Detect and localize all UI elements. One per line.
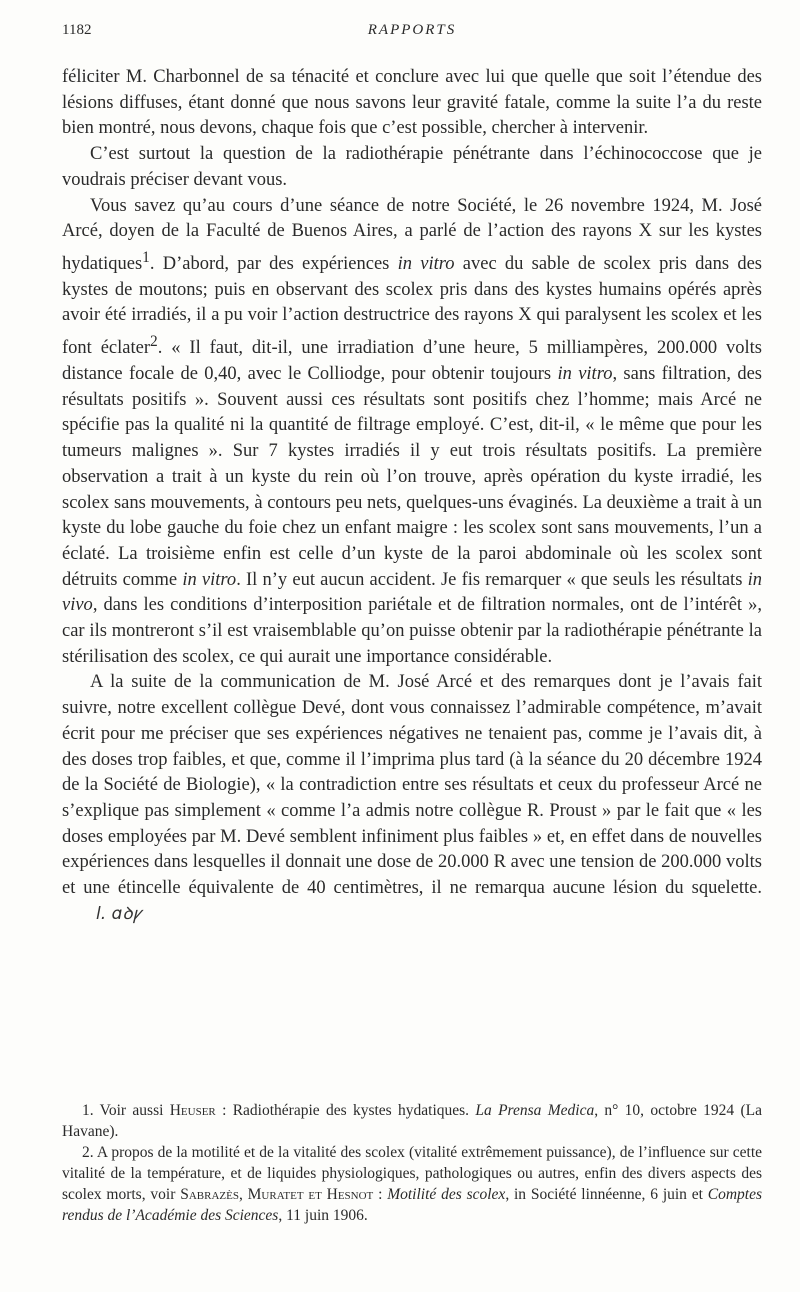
paragraph-1 [62, 65, 762, 142]
footnote-2-title: Motilité des scolex [387, 1186, 506, 1203]
paragraph-3 [62, 194, 762, 671]
footnote-2-number: 2. [82, 1144, 94, 1161]
footnote-1 [62, 1100, 762, 1142]
paragraph-3-text-a: Vous savez qu’au cours d’une séance de notre Société, le 26 novembre 1924, M. José Arcé, doyen de la Faculté de Buenos Aires, a parlé de l’action des rayons X sur les kystes hydatiques [62, 195, 762, 275]
footnote-ref-2: 2 [150, 333, 158, 351]
paragraph-3-text-d: . « Il faut, dit-il, une irradiation d’une heure, 5 milliampères, 200.000 volts distance focale de 0,40, avec le Colliodge, pour obtenir toujours [62, 338, 762, 385]
footnote-2-authors: Sabrazès, Muratet et Hesnot [180, 1186, 374, 1203]
footnote-2 [62, 1142, 762, 1226]
paragraph-3-text-f: . Il n’y eut aucun accident. Je fis remarquer « que seuls les résultats [236, 569, 748, 590]
paragraph-4 [62, 670, 762, 927]
handwritten-mark: l. ɑꝺꝩ [96, 903, 142, 924]
footnote-1-text-b: : Radiothérapie des kystes hydatiques. [215, 1102, 476, 1119]
paragraph-1-text: féliciter M. Charbonnel de sa ténacité et conclure avec lui que quelle que soit l’étendue des lésions diffuses, étant donné que nous savons leur gravité fatale, comme la suite l’a du reste bien montré, nous devons, chaque fois que c’est possible, chercher à intervenir. [62, 67, 762, 139]
latin-term: in vitro [182, 569, 237, 590]
main-text [62, 65, 762, 928]
footnotes [62, 1100, 762, 1226]
paragraph-2-text: C’est surtout la question de la radiothérapie pénétrante dans l’échinococcose que je voudrais préciser devant vous. [62, 144, 762, 190]
footnote-ref-1: 1 [142, 248, 150, 266]
paragraph-3-text-c: avec du sable de scolex pris dans des kystes de moutons; puis en observant des scolex pris dans des kystes humains opérés après avoir été irradiés, il a pu voir l’action destructrice des rayons X qui paralysent les scolex et les font éclater [62, 254, 762, 359]
running-title: RAPPORTS [367, 22, 457, 38]
footnote-2-text-a: A propos de la motilité et de la vitalité des scolex (vitalité extrêmement puissance), de l’influence sur cette vitalité de la température, et de liquides physiologiques, pathologiques ou autres, enfin des divers aspects des scolex morts, voir [62, 1144, 762, 1203]
page-header [62, 22, 762, 48]
footnote-1-text-a: Voir aussi [93, 1102, 170, 1119]
page-number: 1182 [62, 22, 92, 38]
latin-term: in vitro [557, 364, 613, 385]
footnote-2-text-b: : [373, 1186, 388, 1203]
footnote-2-journal: Comptes rendus de l’Académie des Sciences [62, 1186, 762, 1224]
paragraph-3-text-e: , sans filtration, des résultats positifs ». Souvent aussi ces résultats sont positifs chez l’homme; mais Arcé ne spécifie pas la qualité ni la quantité de filtrage employé. C’est, dit-il, « le même que pour les tumeurs malignes ». Sur 7 kystes irradiés il y eut trois résultats positifs. La première observation a trait à un kyste du rein où l’on trouve, après opération du kyste irradié, les scolex sans mouvements, à contours peu nets, quelques-uns évaginés. La deuxième a trait à un kyste du lobe gauche du foie chez un enfant maigre : les scolex sont sans mouvements, l’un a éclaté. La troisième enfin est celle d’un kyste de la paroi abdominale où les scolex sont détruits comme [62, 364, 762, 590]
latin-term: in vitro [397, 254, 455, 275]
footnote-1-author: Heuser [169, 1102, 216, 1119]
footnote-2-text-d: , 11 juin 1906. [278, 1207, 368, 1224]
latin-term: in vivo [62, 569, 762, 616]
paragraph-3-text-b: . D’abord, par des expériences [149, 254, 398, 275]
paragraph-4-text: A la suite de la communication de M. José Arcé et des remarques dont je l’avais fait suivre, notre excellent collègue Devé, dont vous connaissez l’admirable compétence, m’avait écrit pour me préciser que ses expériences négatives ne tenaient pas, comme je l’avais dit, à des doses trop faibles, et que, comme il l’imprima plus tard (à la séance du 20 décembre 1924 de la Société de Biologie), « la contradiction entre ses résultats et ceux du professeur Arcé ne s’explique pas simplement « comme l’a admis notre collègue R. Proust » par le fait que « les doses employées par M. Devé semblent infiniment plus faibles » et, en effet dans de nouvelles expériences dans lesquelles il donnait une dose de 20.000 R avec une tension de 200.000 volts et une étincelle équivalente de 40 centimètres, il ne remarqua aucune lésion du squelette. [62, 672, 762, 899]
footnote-1-journal: La Prensa Medica [475, 1102, 595, 1119]
paragraph-3-text-g: , dans les conditions d’interposition pariétale et de filtration normales, ont de l’intérêt », car ils montreront s’il est vraisemblable qu’on puisse obtenir par la radiothérapie pénétrante la stérilisation des scolex, ce qui aurait une importance considérable. [62, 595, 762, 667]
paragraph-2 [62, 142, 762, 193]
footnote-1-number: 1. [82, 1102, 94, 1119]
footnote-2-text-c: , in Société linnéenne, 6 juin et [505, 1186, 708, 1203]
footnote-1-text-c: , n° 10, octobre 1924 (La Havane). [62, 1102, 763, 1140]
